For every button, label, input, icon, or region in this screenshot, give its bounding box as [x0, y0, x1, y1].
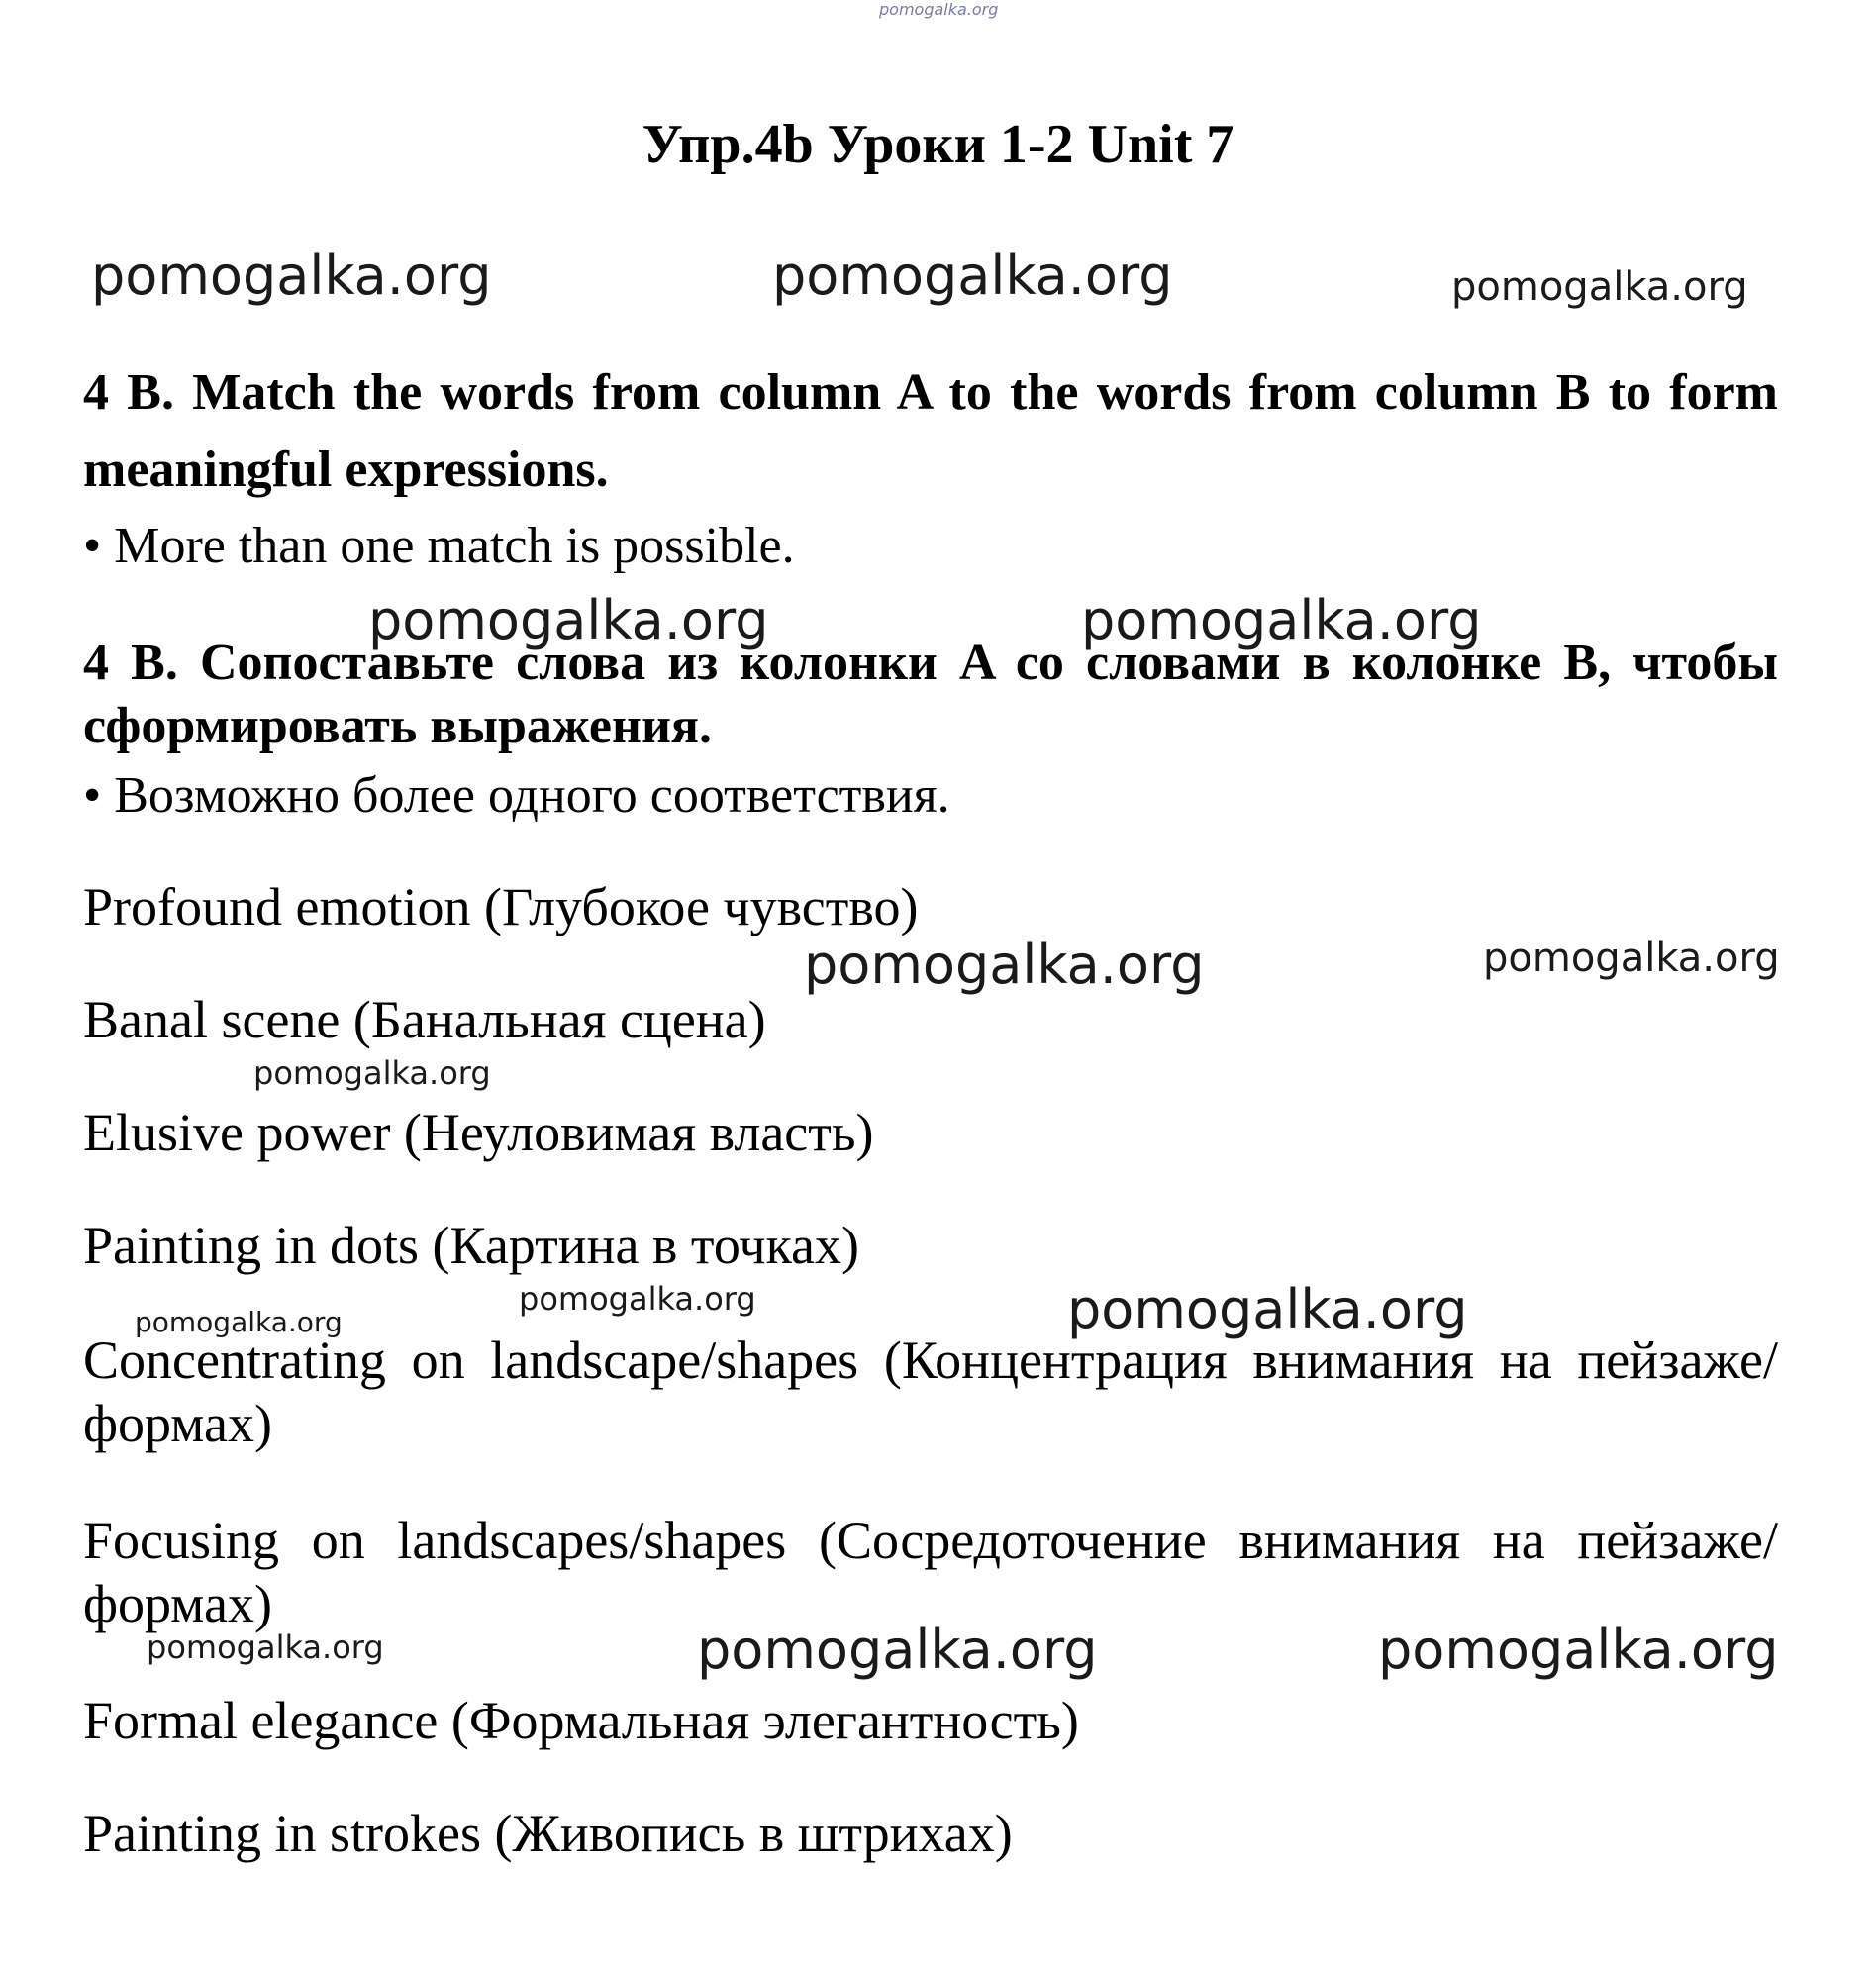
page-title: Упр.4b Уроки 1-2 Unit 7: [642, 114, 1234, 175]
answer-item: Focusing on landscapes/shapes (Сосредоточение внимания на пейзаже/формах): [83, 1511, 1778, 1633]
watermark: pomogalka.org: [1451, 264, 1748, 310]
answer-item: Banal scene (Банальная сцена): [83, 990, 766, 1049]
task-note-ru: • Возможно более одного соответствия.: [83, 767, 950, 824]
task-instruction-en: 4 B. Match the words from column A to the words from column B to form meaningful expressions.: [83, 364, 1778, 498]
watermark: pomogalka.org: [1378, 1619, 1779, 1681]
watermark: pomogalka.org: [1081, 589, 1482, 651]
answer-item: Formal elegance (Формальная элегантность): [83, 1691, 1079, 1750]
answer-item: Concentrating on landscape/shapes (Концентрация внимания на пейзаже/формах): [83, 1330, 1778, 1453]
watermark: pomogalka.org: [147, 1628, 384, 1666]
answer-item: Painting in strokes (Живопись в штрихах): [83, 1804, 1013, 1863]
task-note-en: • More than one match is possible.: [83, 518, 795, 574]
watermark: pomogalka.org: [519, 1280, 756, 1318]
watermark: pomogalka.org: [772, 245, 1173, 307]
answer-item: Painting in dots (Картина в точках): [83, 1216, 859, 1275]
watermark: pomogalka.org: [91, 245, 492, 307]
watermark: pomogalka.org: [135, 1306, 343, 1338]
watermark-top: pomogalka.org: [879, 0, 999, 19]
watermark: pomogalka.org: [697, 1619, 1098, 1681]
watermark: pomogalka.org: [368, 589, 769, 651]
watermark: pomogalka.org: [804, 934, 1205, 996]
watermark: pomogalka.org: [1483, 936, 1780, 981]
watermark: pomogalka.org: [253, 1054, 491, 1092]
answer-item: Elusive power (Неуловимая власть): [83, 1103, 874, 1162]
watermark: pomogalka.org: [1067, 1278, 1468, 1340]
answer-item: Profound emotion (Глубокое чувство): [83, 877, 919, 936]
task-instruction-ru: 4 B. Сопоставьте слова из колонки A со словами в колонке B, чтобы сформировать выражения.: [83, 635, 1778, 754]
